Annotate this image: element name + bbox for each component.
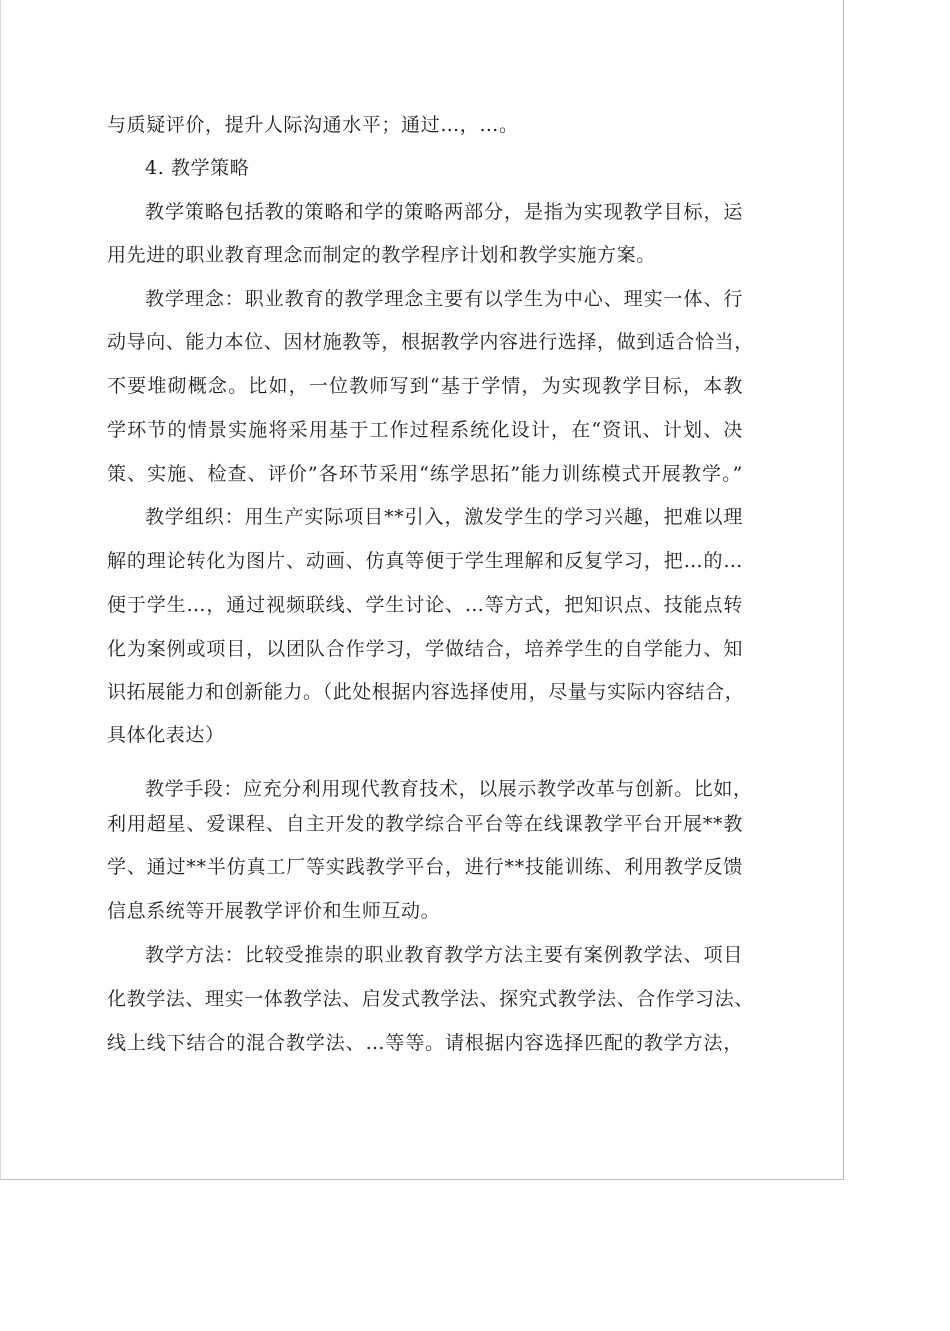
section-heading: 4. 教学策略: [145, 157, 250, 179]
text-line: 学、通过**半仿真工厂等实践教学平台，进行**技能训练、利用教学反馈: [107, 856, 743, 878]
text-line: 与质疑评价，提升人际沟通水平；通过…，…。: [107, 114, 519, 136]
text-line: 便于学生…，通过视频联线、学生讨论、…等方式，把知识点、技能点转: [107, 594, 743, 616]
text-line: 教学理念：职业教育的教学理念主要有以学生为中心、理实一体、行: [145, 288, 743, 310]
text-line: 利用超星、爱课程、自主开发的教学综合平台等在线课教学平台开展**教: [107, 813, 743, 835]
text-line: 教学组织：用生产实际项目**引入，激发学生的学习兴趣，把难以理: [145, 506, 743, 528]
text-line: 识拓展能力和创新能力。（此处根据内容选择使用，尽量与实际内容结合，: [107, 681, 745, 703]
text-line: 策、实施、检查、评价”各环节采用“练学思拓”能力训练模式开展教学。”: [107, 463, 743, 485]
text-line: 不要堆砌概念。比如，一位教师写到“基于学情，为实现教学目标，本教: [107, 375, 743, 397]
text-line: 动导向、能力本位、因材施教等，根据教学内容进行选择，做到适合恰当，: [107, 331, 754, 353]
text-line: 线上线下结合的混合教学法、…等等。请根据内容选择匹配的教学方法，: [107, 1032, 743, 1054]
text-line: 化教学法、理实一体教学法、启发式教学法、探究式教学法、合作学习法、: [107, 988, 754, 1010]
text-line: 教学方法：比较受推崇的职业教育教学方法主要有案例教学法、项目: [145, 944, 743, 966]
text-line: 具体化表达）: [107, 724, 225, 746]
text-line: 学环节的情景实施将采用基于工作过程系统化设计，在“资讯、计划、决: [107, 419, 743, 441]
text-line: 教学手段：应充分利用现代教育技术，以展示教学改革与创新。比如，: [145, 778, 753, 800]
text-line: 教学策略包括教的策略和学的策略两部分，是指为实现教学目标，运: [145, 201, 743, 223]
text-line: 信息系统等开展教学评价和生师互动。: [107, 900, 441, 922]
text-line: 化为案例或项目，以团队合作学习，学做结合，培养学生的自学能力、知: [107, 638, 743, 660]
text-line: 解的理论转化为图片、动画、仿真等便于学生理解和反复学习，把…的…: [107, 550, 743, 572]
text-line: 用先进的职业教育理念而制定的教学程序计划和教学实施方案。: [107, 244, 656, 266]
